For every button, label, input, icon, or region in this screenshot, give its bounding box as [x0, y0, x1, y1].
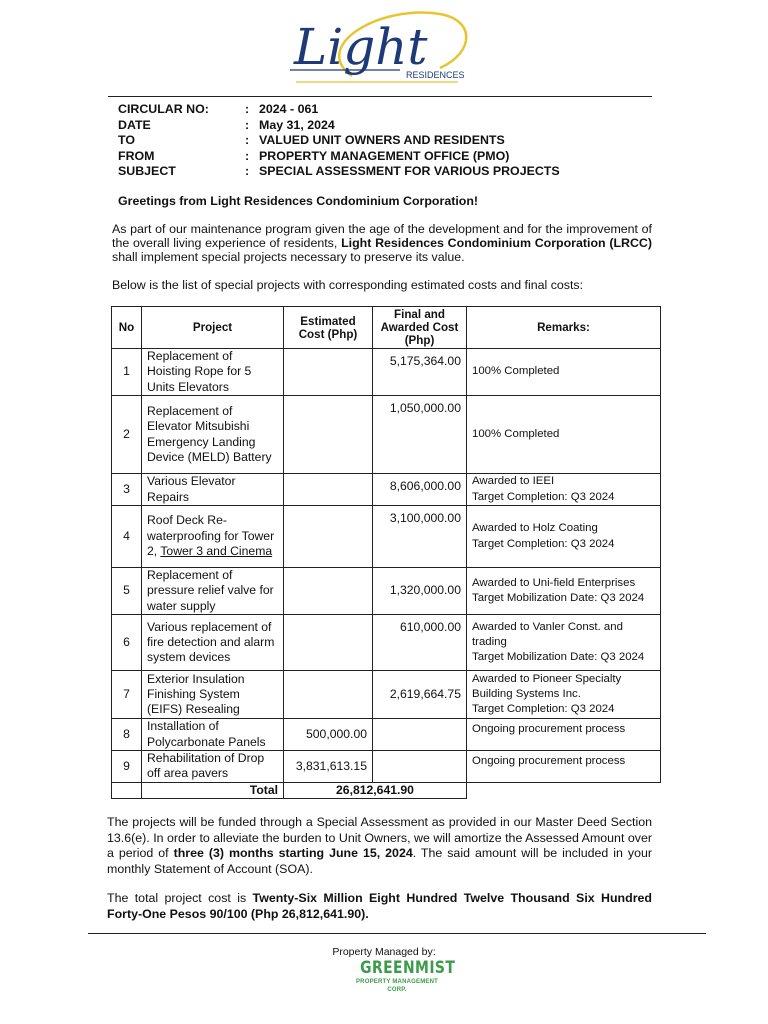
header-no: No — [112, 307, 142, 349]
table-header-row — [112, 307, 661, 349]
memo-key: SUBJECT — [118, 164, 176, 178]
intro-text-end: shall implement special projects necessary to preserve its value. — [112, 250, 465, 264]
header-final: Final and Awarded Cost (Php) — [373, 307, 467, 349]
cell-no: 9 — [112, 751, 142, 783]
memo-row-date — [118, 118, 560, 134]
table-row — [112, 671, 661, 719]
cell-estimated — [284, 671, 373, 719]
table-row — [112, 396, 661, 474]
table-row — [112, 568, 661, 615]
table-row — [112, 751, 661, 783]
cell-project: Exterior Insulation Finishing System (EIFS) Resealing — [142, 671, 284, 719]
total-value: 26,812,641.90 — [284, 782, 467, 798]
table-total-row — [112, 782, 661, 798]
cell-estimated — [284, 396, 373, 474]
memo-key: DATE — [118, 117, 151, 132]
projects-table — [111, 306, 661, 799]
memo-row-subject — [118, 164, 560, 180]
cell-project: Replacement of Hoisting Rope for 5 Units Elevators — [142, 349, 284, 396]
memo-row-from — [118, 149, 560, 165]
memo-colon: : — [245, 164, 250, 178]
memo-row-circular — [118, 102, 560, 118]
cell-no: 7 — [112, 671, 142, 719]
table-row — [112, 719, 661, 751]
svg-text:RESIDENCES: RESIDENCES — [406, 70, 465, 80]
cell-remarks — [467, 751, 661, 783]
memo-colon: : — [245, 102, 250, 116]
header-divider — [108, 96, 652, 97]
remark-line: Target Completion: Q3 2024 — [472, 703, 615, 716]
memo-value: 2024 - 061 — [259, 102, 319, 116]
footer-label: Property Managed by: — [332, 946, 436, 958]
intro-bold: Light Residences Condominium Corporation (LRCC) — [341, 236, 652, 250]
cell-remarks — [467, 396, 661, 474]
memo-colon: : — [245, 148, 250, 163]
greeting: Greetings from Light Residences Condominium Corporation! — [118, 194, 479, 208]
list-intro-paragraph: Below is the list of special projects with corresponding estimated costs and final costs: — [112, 278, 584, 292]
cell-estimated: 3,831,613.15 — [284, 751, 373, 783]
cell-remarks — [467, 506, 661, 568]
funding-text: The projects will be funded through a Special Assessment as provided in our Master Deed Section 13.6(e). In order to alleviate the burden to Unit Owners, we will amortize the Assessed Amount over a period of — [107, 815, 652, 860]
total-blank — [112, 782, 142, 798]
memo-value: PROPERTY MANAGEMENT OFFICE (PMO) — [259, 148, 510, 163]
cell-project: Installation of Polycarbonate Panels — [142, 719, 284, 751]
footer-divider — [88, 933, 706, 934]
intro-text: As part of our maintenance program given the age of the development and for the improvement of the overall living experience of residents, — [112, 222, 652, 250]
funding-text-end: . The said amount will be included in your monthly Statement of Account (SOA). — [107, 846, 653, 876]
table-row — [112, 474, 661, 506]
cell-remarks — [467, 568, 661, 615]
project-text-underlined: Tower 3 and Cinema — [160, 544, 273, 559]
funding-bold: three (3) months starting June 15, 2024 — [173, 846, 413, 860]
table-row — [112, 615, 661, 671]
cell-remarks — [467, 671, 661, 719]
cell-estimated — [284, 474, 373, 506]
remark-line: 100% Completed — [472, 365, 560, 378]
cell-estimated — [284, 615, 373, 671]
cell-no: 8 — [112, 719, 142, 751]
cell-no: 3 — [112, 474, 142, 506]
cell-final: 5,175,364.00 — [373, 349, 467, 396]
total-cost-text: The total project cost is — [107, 891, 253, 905]
memo-key: FROM — [118, 148, 155, 163]
cell-project: Various Elevator Repairs — [142, 474, 284, 506]
remark-line: Awarded to Holz Coating — [472, 522, 598, 535]
cell-final: 1,320,000.00 — [373, 568, 467, 615]
cell-final — [373, 719, 467, 751]
total-cost-paragraph — [107, 891, 652, 922]
header-remarks: Remarks: — [467, 307, 661, 349]
cell-project: Replacement of Elevator Mitsubishi Emergency Landing Device (MELD) Battery — [142, 396, 284, 474]
cell-project: Various replacement of fire detection and alarm system devices — [142, 615, 284, 671]
remark-line: Awarded to Vanler Const. and trading — [472, 620, 623, 649]
cell-final: 2,619,664.75 — [373, 671, 467, 719]
memo-row-to — [118, 133, 560, 149]
cell-final: 1,050,000.00 — [373, 396, 467, 474]
table-row — [112, 349, 661, 396]
cell-estimated — [284, 568, 373, 615]
cell-no: 2 — [112, 396, 142, 474]
memo-colon: : — [245, 133, 250, 147]
greenmist-name: GREENMIST — [360, 958, 456, 978]
total-cost-bold: Twenty-Six Million Eight Hundred Twelve Thousand Six Hundred Forty-One Pesos 90/100 (Php 26,812,641.90). — [107, 891, 652, 921]
remark-line: 100% Completed — [472, 428, 560, 441]
remark-line: Awarded to Uni-field Enterprises — [472, 576, 636, 589]
cell-no: 4 — [112, 506, 142, 568]
cell-remarks — [467, 615, 661, 671]
cell-project: Replacement of pressure relief valve for water supply — [142, 568, 284, 615]
remark-line: Awarded to IEEI — [472, 475, 555, 488]
memo-value: VALUED UNIT OWNERS AND RESIDENTS — [259, 133, 505, 147]
project-text: Roof Deck Re-waterproofing for Tower 2, — [147, 513, 275, 559]
intro-paragraph — [112, 222, 652, 264]
remark-line: Target Completion: Q3 2024 — [472, 537, 615, 550]
memo-key: CIRCULAR NO: — [118, 102, 209, 116]
memo-key: TO — [118, 133, 135, 147]
cell-final — [373, 751, 467, 783]
total-empty — [467, 782, 661, 798]
memo-value: May 31, 2024 — [259, 117, 335, 132]
greenmist-logo — [352, 958, 456, 993]
cell-remarks — [467, 474, 661, 506]
memo-header — [118, 102, 560, 180]
header-project: Project — [142, 307, 284, 349]
total-label: Total — [142, 782, 284, 798]
cell-estimated: 500,000.00 — [284, 719, 373, 751]
cell-remarks — [467, 719, 661, 751]
memo-value: SPECIAL ASSESSMENT FOR VARIOUS PROJECTS — [259, 164, 560, 178]
remark-line: Target Mobilization Date: Q3 2024 — [472, 592, 645, 605]
cell-remarks — [467, 349, 661, 396]
table-row — [112, 506, 661, 568]
remark-line: Ongoing procurement process — [472, 723, 626, 736]
greenmist-sub: PROPERTY MANAGEMENT CORP. — [355, 979, 439, 993]
cell-final: 610,000.00 — [373, 615, 467, 671]
cell-no: 1 — [112, 349, 142, 396]
cell-estimated — [284, 349, 373, 396]
cell-project: Rehabilitation of Drop off area pavers — [142, 751, 284, 783]
remark-line: Ongoing procurement process — [472, 755, 626, 768]
svg-text:Light: Light — [294, 18, 428, 76]
cell-no: 5 — [112, 568, 142, 615]
cell-estimated — [284, 506, 373, 568]
cell-final: 3,100,000.00 — [373, 506, 467, 568]
cell-final: 8,606,000.00 — [373, 474, 467, 506]
light-residences-logo — [290, 6, 480, 88]
memo-colon: : — [245, 117, 250, 132]
remark-line: Awarded to Pioneer Specialty Building Systems Inc. — [472, 672, 622, 701]
remark-line: Target Mobilization Date: Q3 2024 — [472, 651, 645, 664]
remark-line: Target Completion: Q3 2024 — [472, 490, 615, 503]
funding-paragraph — [107, 815, 652, 877]
cell-project — [142, 506, 284, 568]
cell-no: 6 — [112, 615, 142, 671]
header-estimated: Estimated Cost (Php) — [284, 307, 373, 349]
